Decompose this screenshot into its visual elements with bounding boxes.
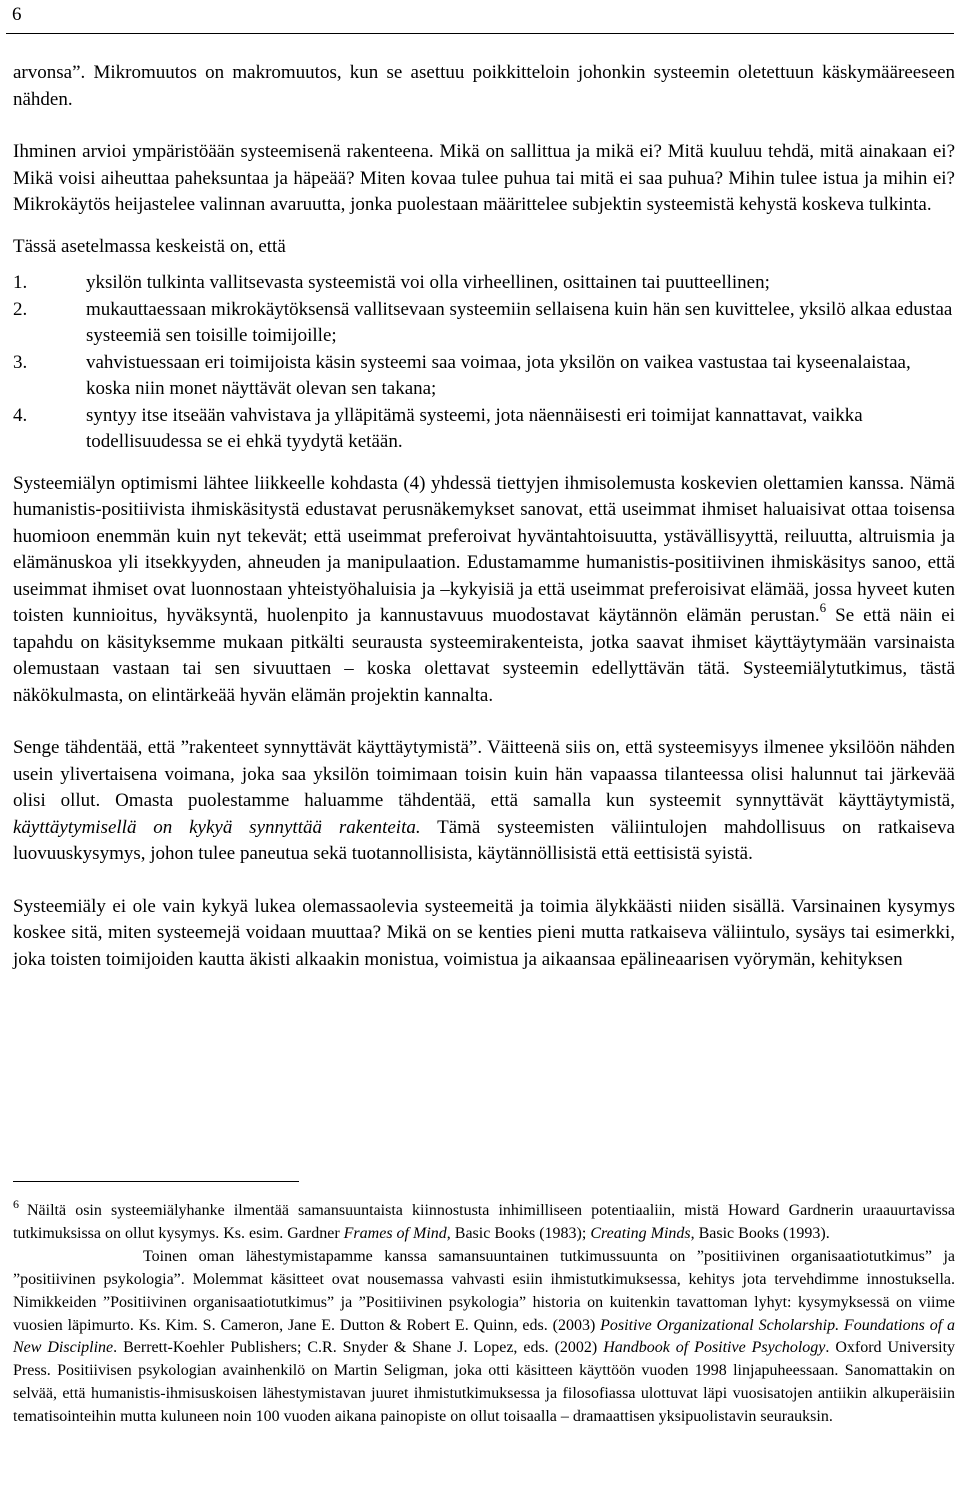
footnote-1 bbox=[13, 1197, 955, 1246]
list-text: syntyy itse itseään vahvistava ja ylläpitämä systeemi, jota näennäisesti eri toimijat kannattavat, vaikka todellisuudessa se ei ehkä tyydytä ketään. bbox=[86, 404, 863, 452]
footnote-rule bbox=[13, 1181, 299, 1182]
paragraph-4-part-a: Systeemiälyn optimismi lähtee liikkeelle kohdasta (4) yhdessä tiettyjen ihmisolemusta koskevien olettamien kanssa. Nämä humanistis-positiivista ihmiskäsitystä edustavat perusnäkemykset sanovat, että useimmat ihmiset haluaisivat ottaa toisensa huomioon enemmän kuin nyt tekevät; että useimmat preferoivat hyväntahtoisuutta, ystävällisyyttä, reiluutta, altruismia ja elämänuskoa yli itsekkyyden, ahneuden ja manipulaation. Edustamamme humanistis-positiivinen ihmiskäsitys sanoo, että useimmat ihmiset ovat luonnostaan yhteistyöhaluisia ja –kykyisiä ja että useimmat preferoisivat elämää, jossa hyveet kuten toisten kunnioitus, hyväksyntä, huolenpito ja kannustavuus muodostavat käytännön elämän perustan. bbox=[13, 472, 955, 626]
list-number: 2. bbox=[13, 298, 28, 320]
footnotes bbox=[13, 1197, 956, 1429]
paragraph-3: Tässä asetelmassa keskeistä on, että bbox=[13, 235, 286, 257]
paragraph-5-part-a: Senge tähdentää, että ”rakenteet synnyttävät käyttäytymistä”. Väitteenä siis on, että systeemisyys ilmenee yksilöön nähden usein ylivertaisena voimana, joka saa yksilön toimimaan toisin kuin hän vapaassa tilanteessa olisi halunnut tai järkevää olisi ollut. Omasta puolestamme haluamme tähdentää, että samalla kun systeemit synnyttävät käyttäytymistä, bbox=[13, 737, 955, 811]
numbered-list bbox=[13, 270, 955, 456]
list-item bbox=[13, 270, 955, 297]
list-item bbox=[13, 403, 955, 456]
footnote-marker: 6 bbox=[13, 1197, 19, 1211]
list-number: 3. bbox=[13, 351, 28, 373]
list-text: mukauttaessaan mikrokäytöksensä vallitsevaan systeemiin sellaisena kuin hän sen kuvittelee, yksilö alkaa edustaa systeemiä sen toisille toimijoille; bbox=[86, 298, 953, 346]
paragraph-5-part-b: Tämä systeemisten väliintulojen mahdollisuus on ratkaiseva luovuuskysymys, johon tulee paneutua sekä tuotannollisista, käytännöllisistä että eettisistä syistä. bbox=[13, 816, 955, 864]
list-number: 4. bbox=[13, 404, 28, 426]
list-item bbox=[13, 297, 955, 350]
footnote-text: . Oxford University Press. Positiivisen psykologian avainhenkilö on Martin Seligman, joka otti käsitteen käyttöön vuoden 1998 linjapuheessaan. Sanomattakin on selvää, että humanistis-ihmisuskoisen lähestymistavan juuret ihmistutkimuksessa ja filosofiassa ulottuvat läpi vuosisatojen antiikin alkuperäisiin tematisointeihin mutta kuluneen noin 100 vuoden aikana painopiste on ollut toisaalla – dramaattisen yksipuolistavin seurauksin. bbox=[13, 1339, 956, 1426]
footnote-title: Positive Organizational Scholarship. Foundations of a New Discipline bbox=[13, 1316, 956, 1357]
paragraph-2: Ihminen arvioi ympäristöään systeemisenä rakenteena. Mikä on sallittua ja mikä ei? Mitä kuuluu tehdä, mitä ainakaan ei? Mikä voisi aiheuttaa paheksuntaa ja häpeää? Miten kovaa tulee puhua tai mitä ei saa puhua? Mihin tulee istua ja mihin ei? Mikrokäytös heijastelee valinnan avaruutta, jonka puolestaan määrittelee subjektin systeemistä kehystä koskeva tulkinta. bbox=[13, 141, 955, 215]
list-text: yksilön tulkinta vallitsevasta systeemistä voi olla virheellinen, osittainen tai puutteellinen; bbox=[86, 272, 770, 293]
footnote-text: Toinen oman lähestymistapamme kanssa samansuuntainen tutkimussuunta on ”positiivinen organisaatiotutkimus” ja ”positiivinen psykologia”. Molemmat käsitteet ovat nousemassa vahvasti esiin ihmistutkimuksessa, kehitys jota tervehdimme innostuksella. Nimikkeiden ”Positiivinen organisaatiotutkimus” ja ”Positiivinen psykologia” historia on kuitenkin tavattoman lyhyt: kysymyksessä on viime vuosien läpimurto. Ks. Kim. S. Cameron, Jane E. Dutton & Robert E. Quinn, eds. (2003) bbox=[13, 1247, 955, 1334]
footnote-text: Näiltä osin systeemiälyhanke ilmentää samansuuntaista kiinnostusta inhimilliseen potentiaaliin, mistä Howard Gardnerin uraauurtavissa tutkimuksissa on ollut kysymys. Ks. esim. Gardner bbox=[13, 1202, 955, 1242]
footnote-title: Frames of Mind bbox=[343, 1224, 447, 1242]
list-text: vahvistuessaan eri toimijoista käsin systeemi saa voimaa, jota yksilön on vaikea vastustaa tai kyseenalaistaa, koska niin monet näyttävät olevan sen takana; bbox=[86, 351, 911, 399]
footnote-title: Handbook of Positive Psychology bbox=[603, 1339, 826, 1357]
page-number: 6 bbox=[12, 4, 22, 25]
paragraph-5 bbox=[13, 735, 955, 868]
footnote-reference[interactable]: 6 bbox=[819, 600, 827, 615]
footnote-title: Creating Minds bbox=[590, 1224, 691, 1242]
paragraph-1: arvonsa”. Mikromuutos on makromuutos, kun se asettuu poikkitteloin johonkin systeemin oletettuun käskymääreeseen nähden. bbox=[13, 62, 955, 110]
footnote-text: . Berrett-Koehler Publishers; C.R. Snyder & Shane J. Lopez, eds. (2002) bbox=[113, 1339, 604, 1357]
header-rule bbox=[6, 33, 954, 34]
paragraph-4 bbox=[13, 471, 955, 710]
footnote-text: , Basic Books (1993). bbox=[690, 1224, 830, 1242]
paragraph-6: Systeemiäly ei ole vain kykyä lukea olemassaolevia systeemeitä ja toimia älykkäästi niiden sisällä. Varsinainen kysymys koskee sitä, miten systeemejä voidaan muuttaa? Mikä on se kenties pieni mutta ratkaiseva väliintulo, sysäys tai esimerkki, joka toisten toimijoiden kautta äkisti alkaakin monistua, voimistua ja aikaansaa epälineaarisen vyörymän, kehityksen bbox=[13, 895, 955, 970]
footnote-text: , Basic Books (1983); bbox=[446, 1224, 591, 1242]
paragraph-4-part-b: Se että näin ei tapahdu on käsityksemme mukaan pitkälti seurausta systeemirakenteista, jotka saavat ihmiset käyttäytymään varsinaista olemustaan vastaan tai sen sivuuttaen – koska olettavat systeemin edellyttävän tätä. Systeemiälytutkimus, tästä näkökulmasta, on elintärkeää hyvän elämän projektin kannalta. bbox=[13, 605, 955, 706]
footnote-2 bbox=[13, 1246, 955, 1429]
paragraph-5-emphasis: käyttäytymisellä on kykyä synnyttää rakenteita. bbox=[13, 816, 421, 838]
list-number: 1. bbox=[13, 272, 28, 293]
list-item bbox=[13, 350, 955, 403]
main-text bbox=[13, 60, 955, 973]
